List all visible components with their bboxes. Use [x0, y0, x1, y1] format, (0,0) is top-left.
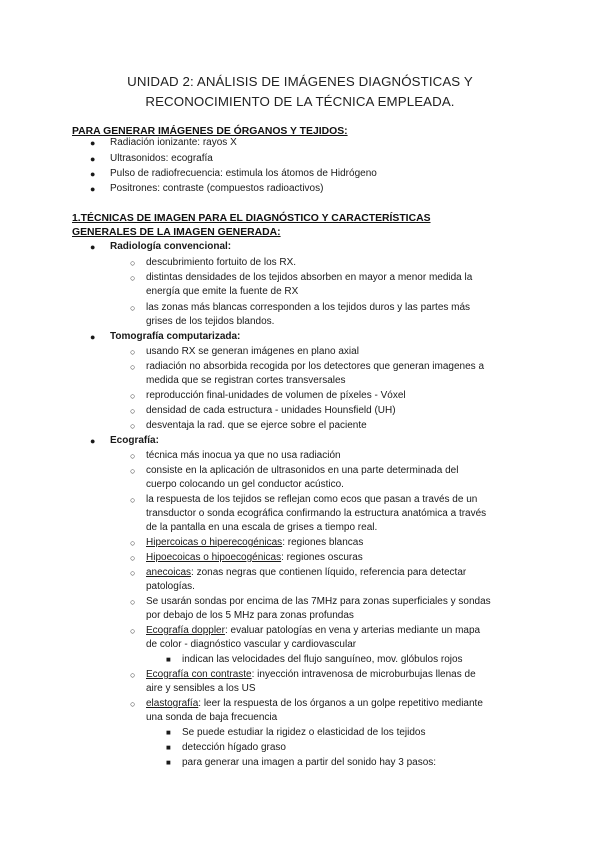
- bullet-circle: ○: [130, 303, 136, 313]
- bullet-circle: ○: [130, 495, 136, 505]
- title-line-2: RECONOCIMIENTO DE LA TÉCNICA EMPLEADA.: [145, 94, 455, 109]
- term-anecoicas: anecoicas: [146, 567, 192, 578]
- bullet-circle: ○: [130, 670, 136, 680]
- list-item: densidad de cada estructura - unidades Hounsfield (UH): [146, 405, 396, 416]
- list-item-cont: transductor o sonda ecográfica confirmando la estructura anatómica a través: [146, 508, 487, 519]
- list-item-cont: de la pantalla en una escala de grises a tiempo real.: [146, 522, 378, 533]
- list-item-cont: medida que se registran cortes transversales: [146, 375, 346, 386]
- bullet-square: ■: [166, 728, 171, 737]
- term-elastografia: elastografía: [146, 698, 199, 709]
- list-item: [146, 566, 466, 580]
- bullet-disc: ●: [90, 242, 96, 252]
- bullet-square: ■: [166, 743, 171, 752]
- section-heading-tecnicas-2: GENERALES DE LA IMAGEN GENERADA:: [72, 227, 281, 238]
- bullet-circle: ○: [130, 406, 136, 416]
- term-desc: : evaluar patologías en vena y arterias mediante un mapa: [224, 625, 481, 636]
- term-desc: : regiones blancas: [282, 537, 364, 548]
- bullet-circle: ○: [130, 699, 136, 709]
- section-heading-tecnicas-1: 1.TÉCNICAS DE IMAGEN PARA EL DIAGNÓSTICO Y CARACTERÍSTICAS: [72, 213, 431, 224]
- sub-list-item: para generar una imagen a partir del sonido hay 3 pasos:: [182, 757, 437, 768]
- term-desc: : inyección intravenosa de microburbujas llenas de: [251, 669, 476, 680]
- bullet-disc: ●: [90, 332, 96, 342]
- bullet-circle: ○: [130, 466, 136, 476]
- bullet-circle: ○: [130, 538, 136, 548]
- subheading-tomografia: Tomografía computarizada:: [110, 331, 241, 342]
- list-item: la respuesta de los tejidos se reflejan como ecos que pasan a través de un: [146, 494, 478, 505]
- bullet-circle: ○: [130, 626, 136, 636]
- list-item: desventaja la rad. que se ejerce sobre el paciente: [146, 420, 367, 431]
- list-item-cont: energía que emite la fuente de RX: [146, 286, 299, 297]
- list-item: Radiación ionizante: rayos X: [110, 137, 237, 148]
- list-item-cont: patologías.: [146, 581, 195, 592]
- list-item: distintas densidades de los tejidos absorben en mayor a menor medida la: [146, 272, 473, 283]
- term-hiperecoicas: Hipercoicas o hiperecogénicas: [146, 537, 283, 548]
- section-heading-organos: PARA GENERAR IMÁGENES DE ÓRGANOS Y TEJIDOS:: [72, 126, 348, 137]
- list-item: Se usarán sondas por encima de las 7MHz para zonas superficiales y sondas: [146, 596, 491, 607]
- list-item-cont: una sonda de baja frecuencia: [146, 712, 278, 723]
- bullet-disc: ●: [90, 138, 96, 148]
- bullet-circle: ○: [130, 347, 136, 357]
- bullet-disc: ●: [90, 154, 96, 164]
- list-item: [146, 624, 480, 638]
- list-item: técnica más inocua ya que no usa radiación: [146, 450, 341, 461]
- list-item: Ultrasonidos: ecografía: [110, 153, 213, 164]
- document-title: [60, 72, 540, 112]
- list-item: consiste en la aplicación de ultrasonidos en una parte determinada del: [146, 465, 459, 476]
- bullet-square: ■: [166, 758, 171, 767]
- bullet-disc: ●: [90, 184, 96, 194]
- list-item: Positrones: contraste (compuestos radioactivos): [110, 183, 324, 194]
- list-item-cont: cuerpo colocando un gel conductor acústico.: [146, 479, 344, 490]
- sub-list-item: Se puede estudiar la rigidez o elasticidad de los tejidos: [182, 727, 426, 738]
- list-item-cont: de color - diagnóstico vascular y cardiovascular: [146, 639, 357, 650]
- list-item: [146, 536, 363, 550]
- list-item: radiación no absorbida recogida por los detectores que generan imagenes a: [146, 361, 485, 372]
- sub-list-item: detección hígado graso: [182, 742, 286, 753]
- list-item: [146, 668, 476, 682]
- bullet-circle: ○: [130, 391, 136, 401]
- term-doppler: Ecografía doppler: [146, 625, 225, 636]
- bullet-square: ■: [166, 655, 171, 664]
- bullet-circle: ○: [130, 597, 136, 607]
- bullet-circle: ○: [130, 258, 136, 268]
- bullet-disc: ●: [90, 436, 96, 446]
- bullet-disc: ●: [90, 169, 96, 179]
- list-item-cont: por debajo de los 5 MHz para zonas profundas: [146, 610, 354, 621]
- term-hipoecoicas: Hipoecoicas o hipoecogénicas: [146, 552, 282, 563]
- list-item: usando RX se generan imágenes en plano axial: [146, 346, 359, 357]
- bullet-circle: ○: [130, 568, 136, 578]
- list-item: descubrimiento fortuito de los RX.: [146, 257, 297, 268]
- bullet-circle: ○: [130, 362, 136, 372]
- subheading-ecografia: Ecografía:: [110, 435, 159, 446]
- list-item-cont: grises de los tejidos blandos.: [146, 316, 275, 327]
- subheading-radiologia: Radiología convencional:: [110, 241, 232, 252]
- term-desc: : zonas negras que contienen líquido, referencia para detectar: [191, 567, 467, 578]
- term-contraste: Ecografía con contraste: [146, 669, 252, 680]
- bullet-circle: ○: [130, 451, 136, 461]
- list-item: reproducción final-unidades de volumen de píxeles - Vóxel: [146, 390, 406, 401]
- bullet-circle: ○: [130, 553, 136, 563]
- term-desc: : leer la respuesta de los órganos a un golpe repetitivo mediante: [198, 698, 483, 709]
- list-item: Pulso de radiofrecuencia: estimula los átomos de Hidrógeno: [110, 168, 377, 179]
- list-item: [146, 551, 363, 565]
- sub-list-item: indican las velocidades del flujo sanguíneo, mov. glóbulos rojos: [182, 654, 463, 665]
- list-item: [146, 697, 483, 711]
- term-desc: : regiones oscuras: [281, 552, 363, 563]
- bullet-circle: ○: [130, 421, 136, 431]
- list-item-cont: aire y sensibles a los US: [146, 683, 256, 694]
- bullet-circle: ○: [130, 273, 136, 283]
- list-item: las zonas más blancas corresponden a los tejidos duros y las partes más: [146, 302, 471, 313]
- title-line-1: UNIDAD 2: ANÁLISIS DE IMÁGENES DIAGNÓSTICAS Y: [127, 74, 473, 89]
